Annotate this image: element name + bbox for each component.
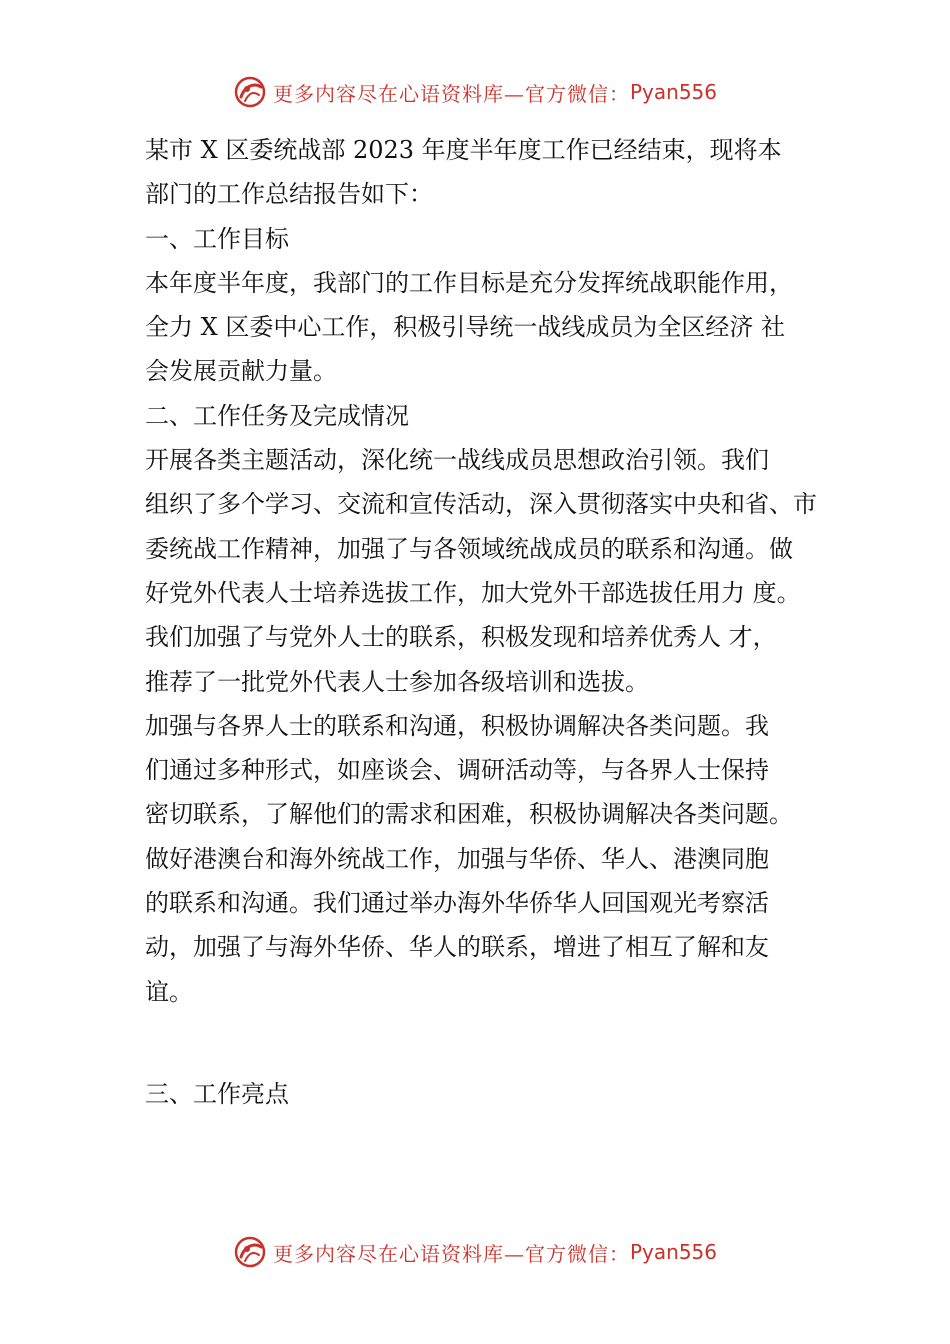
paragraph-line: 组织了多个学习、交流和宣传活动，深入贯彻落实中央和省、市 bbox=[145, 490, 817, 519]
paragraph-line: 全力 X 区委中心工作，积极引导统一战线成员为全区经济 社 bbox=[145, 313, 785, 342]
banner-wechat-id: Pyan556 bbox=[629, 1240, 717, 1264]
paragraph-line: 部门的工作总结报告如下： bbox=[145, 180, 433, 209]
paragraph-line: 某市 X 区委统战部 2023 年度半年度工作已经结束，现将本 bbox=[145, 136, 782, 164]
document-body bbox=[145, 128, 845, 1116]
paragraph-line: 做好港澳台和海外统战工作，加强与华侨、华人、港澳同胞 bbox=[145, 844, 769, 873]
brand-logo-icon bbox=[233, 75, 267, 109]
brand-logo-icon bbox=[233, 1235, 267, 1269]
paragraph-line: 好党外代表人士培养选拔工作，加大党外干部选拔任用力 度。 bbox=[145, 578, 801, 607]
paragraph-line: 的联系和沟通。我们通过举办海外华侨华人回国观光考察活 bbox=[145, 889, 769, 918]
paragraph-line: 加强与各界人士的联系和沟通，积极协调解决各类问题。我 bbox=[145, 711, 769, 740]
banner-text: 更多内容尽在心语资料库—官方微信： bbox=[272, 81, 630, 106]
section-heading: 一、工作目标 bbox=[145, 224, 289, 253]
paragraph-line: 开展各类主题活动，深化统一战线成员思想政治引领。我们 bbox=[145, 446, 769, 475]
footer-banner bbox=[0, 1232, 950, 1272]
banner-text: 更多内容尽在心语资料库—官方微信： bbox=[272, 1241, 630, 1266]
header-banner bbox=[0, 72, 950, 112]
paragraph-line: 推荐了一批党外代表人士参加各级培训和选拔。 bbox=[145, 667, 649, 696]
section-heading: 二、工作任务及完成情况 bbox=[145, 401, 409, 430]
paragraph-line: 们通过多种形式，如座谈会、调研活动等，与各界人士保持 bbox=[145, 756, 769, 785]
paragraph-line: 本年度半年度，我部门的工作目标是充分发挥统战职能作用， bbox=[145, 268, 793, 297]
paragraph-line: 会发展贡献力量。 bbox=[145, 357, 337, 386]
banner-wechat-id: Pyan556 bbox=[629, 80, 717, 104]
paragraph-gap bbox=[145, 1014, 845, 1072]
paragraph-line: 谊。 bbox=[145, 977, 193, 1006]
paragraph-line: 我们加强了与党外人士的联系，积极发现和培养优秀人 才， bbox=[145, 623, 777, 652]
paragraph-line: 密切联系，了解他们的需求和困难，积极协调解决各类问题。 bbox=[145, 800, 793, 829]
paragraph-line: 动，加强了与海外华侨、华人的联系，增进了相互了解和友 bbox=[145, 933, 769, 962]
paragraph-line: 委统战工作精神，加强了与各领域统战成员的联系和沟通。做 bbox=[145, 534, 793, 563]
section-heading: 三、工作亮点 bbox=[145, 1079, 289, 1108]
